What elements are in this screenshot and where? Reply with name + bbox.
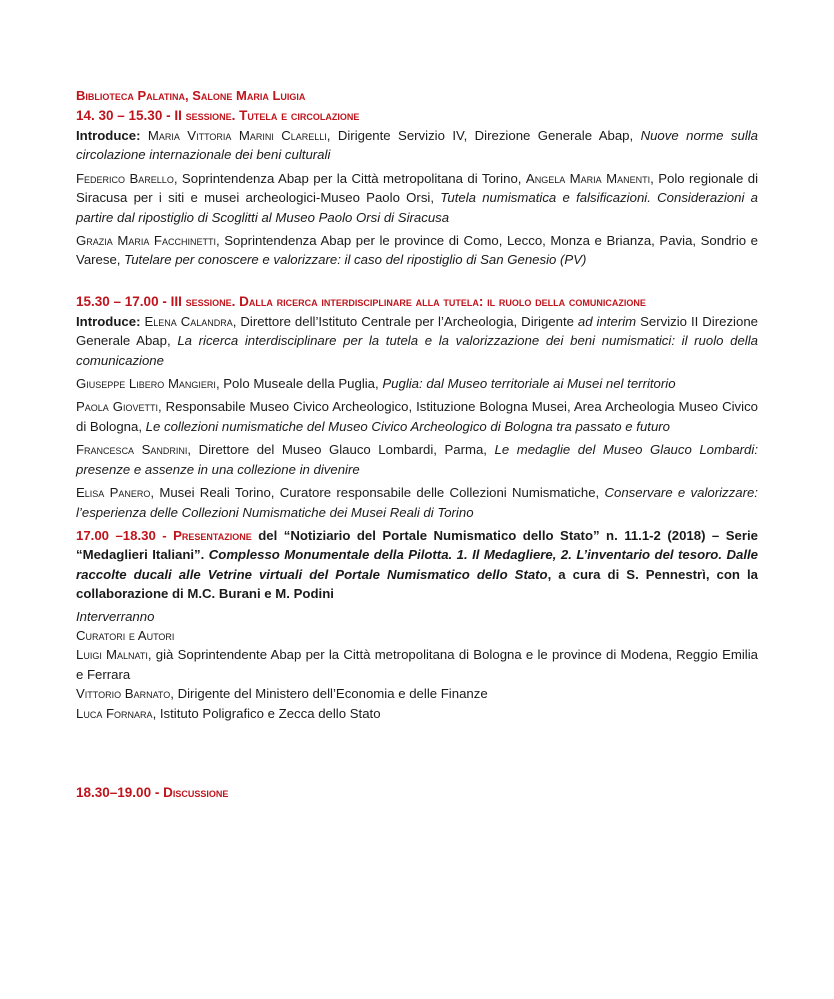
discussion-title: Discussione bbox=[163, 784, 229, 800]
speaker-name: Paola Giovetti bbox=[76, 399, 159, 415]
session-2-heading bbox=[76, 106, 758, 126]
talk-title: La ricerca interdisciplinare per la tutela e la valorizzazione dei beni numismatici: il ruolo della comunicazione bbox=[76, 333, 758, 368]
talk-title: Tutelare per conoscere e valorizzare: il caso del ripostiglio di San Genesio (PV) bbox=[124, 252, 587, 268]
speaker-name: Federico Barello bbox=[76, 170, 174, 186]
session-3-intro: Introduce: Elena Calandra, Direttore dell’Istituto Centrale per l’Archeologia, Dirigente ad interim Servizio II Direzione Generale Abap, La ricerca interdisciplinare per la tutela e la valorizzazione dei beni numismatici: il ruolo della comunicazione bbox=[76, 313, 758, 368]
presentation-label: Presentazione bbox=[173, 527, 252, 543]
presentation-speaker-3: Luca Fornara, Istituto Poligrafico e Zecca dello Stato bbox=[76, 705, 381, 721]
presentation-block: 17.00 –18.30 - Presentazione del “Notiziario del Portale Numismatico dello Stato” n. 11.1-2 (2018) – Serie “Medaglieri Italiani”. Complesso Monumentale della Pilotta. 1. Il Medagliere, 2. L’inventario del tesoro. Dalle raccolte ducali alle Vetrine virtuali del Portale Numismatico dello Stato, a cura di S. Pennestrì, con la collaborazione di M.C. Burani e M. Podini bbox=[76, 527, 758, 602]
curatori-label: Curatori e Autori bbox=[76, 627, 175, 643]
talk-title: Le collezioni numismatiche del Museo Civico Archeologico di Bologna tra passato e futuro bbox=[145, 418, 671, 434]
speaker-name: Angela Maria Manenti bbox=[525, 170, 651, 186]
session-3-heading bbox=[76, 292, 758, 312]
talk-title: Puglia: dal Museo territoriale ai Musei nel territorio bbox=[382, 376, 676, 392]
session-3-talk-2: Paola Giovetti, Responsabile Museo Civico Archeologico, Istituzione Bologna Musei, Area Archeologia Museo Civico di Bologna, Le collezioni numismatiche del Museo Civico Archeologico di Bologna tra passato e futuro bbox=[76, 399, 758, 434]
speaker-name: Grazia Maria Facchinetti bbox=[76, 233, 216, 249]
talk-title: Nuove norme sulla circolazione internazionale dei beni culturali bbox=[76, 128, 759, 163]
book-title: Complesso Monumentale della Pilotta. 1. Il Medagliere, 2. L’inventario del tesoro. Dalle raccolte ducali alle Vetrine virtuali del Portale Numismatico dello Stato bbox=[76, 547, 758, 582]
speaker-name: Luigi Malnati bbox=[76, 647, 148, 663]
presentation-speaker-2: Vittorio Barnato, Dirigente del Ministero dell’Economia e delle Finanze bbox=[76, 686, 488, 702]
speaker-name: Vittorio Barnato bbox=[76, 686, 171, 702]
speaker-name: Maria Vittoria Marini Clarelli bbox=[147, 128, 327, 143]
speaker-name: Giuseppe Libero Mangieri bbox=[76, 376, 216, 392]
session-3-talk-1: Giuseppe Libero Mangieri, Polo Museale della Puglia, Puglia: dal Museo territoriale ai Musei nel territorio bbox=[76, 376, 676, 392]
interverranno-label: Interverranno bbox=[76, 608, 155, 624]
program-page bbox=[76, 86, 758, 803]
talk-title: Tutela numismatica e falsificazioni. Considerazioni a partire dal ripostiglio di Scoglitti al Museo Paolo Orsi di Siracusa bbox=[76, 190, 758, 225]
presentation-time: 17.00 –18.30 - bbox=[76, 527, 174, 543]
session-2-talk-1: Federico Barello, Soprintendenza Abap per la Città metropolitana di Torino, Angela Maria Manenti, Polo regionale di Siracusa per i siti e musei archeologici-Museo Paolo Orsi, Tutela numismatica e falsificazioni. Considerazioni a partire dal ripostiglio di Scoglitti al Museo Paolo Orsi di Siracusa bbox=[76, 170, 759, 225]
session-3-title: III sessione. Dalla ricerca interdisciplinare alla tutela: il ruolo della comunicazione bbox=[170, 293, 646, 309]
session-2-time: 14. 30 – 15.30 - bbox=[76, 108, 175, 123]
session-3-talk-4: Elisa Panero, Musei Reali Torino, Curatore responsabile delle Collezioni Numismatiche, Conservare e valorizzare: l’esperienza delle Collezioni Numismatiche dei Musei Reali di Torino bbox=[76, 485, 758, 520]
talk-title: Conservare e valorizzare: l’esperienza delle Collezioni Numismatiche dei Musei Reali di Torino bbox=[76, 485, 758, 520]
session-3-time: 15.30 – 17.00 - bbox=[76, 293, 171, 309]
discussion-time: 18.30–19.00 - bbox=[76, 784, 164, 800]
speaker-name: Francesca Sandrini bbox=[76, 442, 188, 458]
speaker-name: Elena Calandra bbox=[144, 313, 233, 329]
session-2-talk-2: Grazia Maria Facchinetti, Soprintendenza Abap per le province di Como, Lecco, Monza e Brianza, Pavia, Sondrio e Varese, Tutelare per conoscere e valorizzare: il caso del ripostiglio di San Genesio (PV) bbox=[76, 233, 759, 268]
presentation-speaker-1: Luigi Malnati, già Soprintendente Abap per la Città metropolitana di Bologna e le province di Modena, Reggio Emilia e Ferrara bbox=[76, 647, 758, 682]
session-3-talk-3: Francesca Sandrini, Direttore del Museo Glauco Lombardi, Parma, Le medaglie del Museo Glauco Lombardi: presenze e assenze in una collezione in divenire bbox=[76, 442, 758, 477]
discussion-heading bbox=[76, 783, 758, 803]
session-2-title: II sessione. Tutela e circolazione bbox=[174, 108, 360, 123]
session-2-intro: Introduce: Maria Vittoria Marini Clarelli, Dirigente Servizio IV, Direzione Generale Abap, Nuove norme sulla circolazione internazionale dei beni culturali bbox=[76, 128, 759, 163]
venue-heading: Biblioteca Palatina, Salone Maria Luigia bbox=[76, 88, 306, 103]
speaker-name: Luca Fornara bbox=[76, 705, 153, 721]
talk-title: Le medaglie del Museo Glauco Lombardi: presenze e assenze in una collezione in divenire bbox=[76, 442, 758, 477]
speaker-name: Elisa Panero bbox=[76, 485, 151, 501]
